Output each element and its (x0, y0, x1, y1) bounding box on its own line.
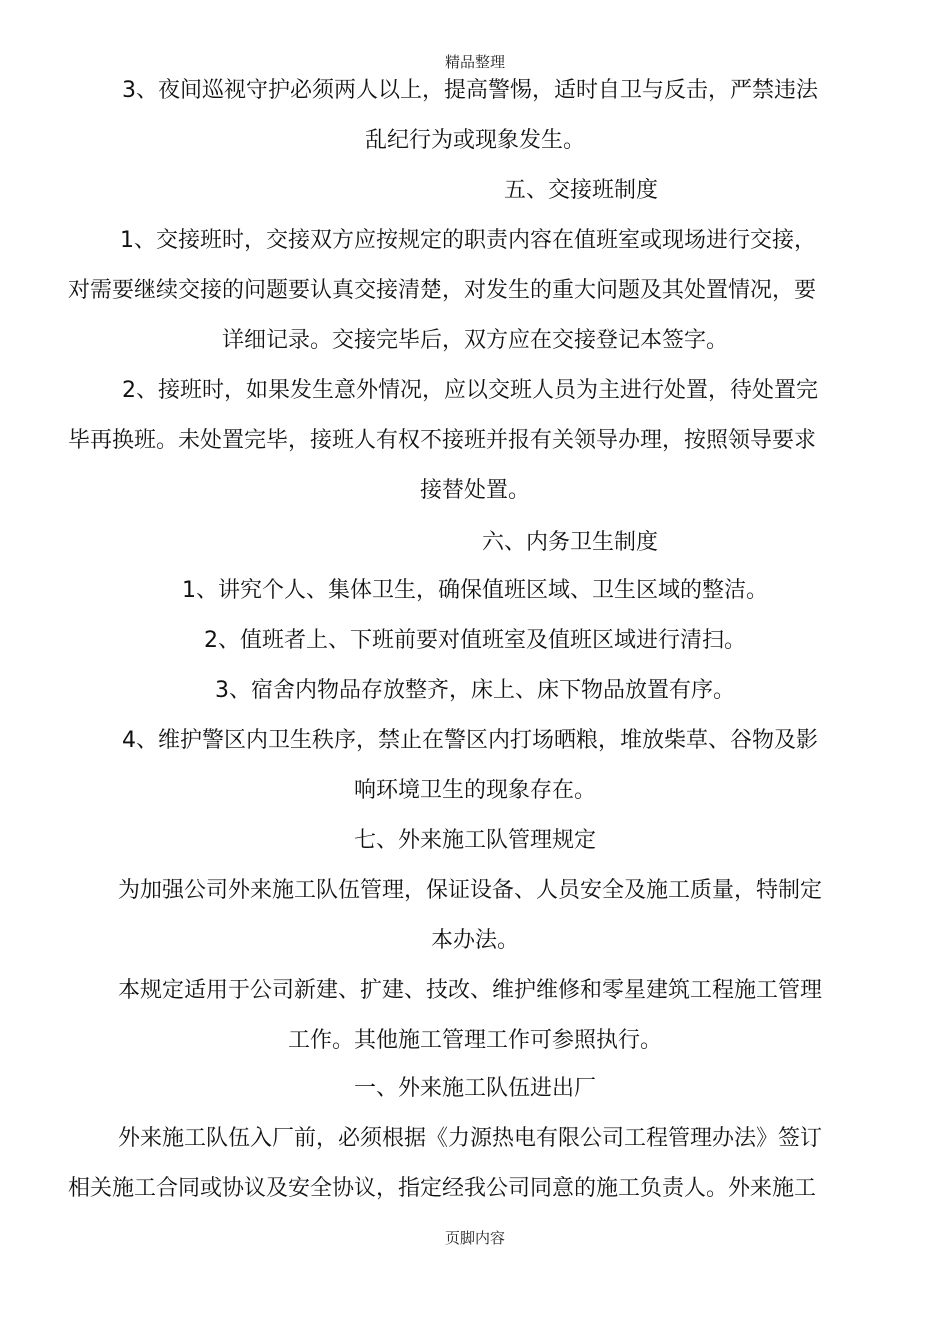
paragraph-line: 3、宿舍内物品存放整齐，床上、床下物品放置有序。 (215, 678, 735, 703)
paragraph-line: 接替处置。 (419, 478, 530, 503)
paragraph-line: 3、夜间巡视守护必须两人以上，提高警惕，适时自卫与反击，严禁违法 (122, 78, 818, 103)
paragraph-line: 为加强公司外来施工队伍管理，保证设备、人员安全及施工质量，特制定 (118, 878, 823, 903)
paragraph-line: 毕再换班。未处置完毕，接班人有权不接班并报有关领导办理，按照领导要求 (68, 428, 817, 453)
paragraph-line: 相关施工合同或协议及安全协议，指定经我公司同意的施工负责人。外来施工 (68, 1176, 817, 1201)
section-heading: 六、内务卫生制度 (482, 530, 659, 555)
paragraph-line: 对需要继续交接的问题要认真交接清楚，对发生的重大问题及其处置情况，要 (68, 278, 817, 303)
paragraph-line: 本办法。 (430, 928, 519, 953)
page-footer: 页脚内容 (444, 1229, 505, 1247)
paragraph-line: 乱纪行为或现象发生。 (364, 128, 585, 153)
page-header: 精品整理 (444, 53, 505, 71)
paragraph-line: 本规定适用于公司新建、扩建、技改、维护维修和零星建筑工程施工管理 (118, 978, 823, 1003)
paragraph-line: 4、维护警区内卫生秩序，禁止在警区内打场晒粮，堆放柴草、谷物及影 (122, 728, 818, 753)
paragraph-line: 外来施工队伍入厂前，必须根据《力源热电有限公司工程管理办法》签订 (118, 1126, 823, 1151)
paragraph-line: 1、讲究个人、集体卫生，确保值班区域、卫生区域的整洁。 (182, 578, 768, 603)
paragraph-line: 2、接班时，如果发生意外情况，应以交班人员为主进行处置，待处置完 (122, 378, 818, 403)
paragraph-line: 详细记录。交接完毕后，双方应在交接登记本签字。 (221, 328, 728, 353)
paragraph-line: 1、交接班时，交接双方应按规定的职责内容在值班室或现场进行交接， (120, 228, 816, 253)
section-heading: 七、外来施工队管理规定 (353, 828, 596, 853)
paragraph-line: 响环境卫生的现象存在。 (353, 778, 596, 803)
paragraph-line: 工作。其他施工管理工作可参照执行。 (287, 1028, 662, 1053)
section-heading: 一、外来施工队伍进出厂 (353, 1076, 596, 1101)
section-heading: 五、交接班制度 (504, 178, 659, 203)
paragraph-line: 2、值班者上、下班前要对值班室及值班区域进行清扫。 (204, 628, 746, 653)
